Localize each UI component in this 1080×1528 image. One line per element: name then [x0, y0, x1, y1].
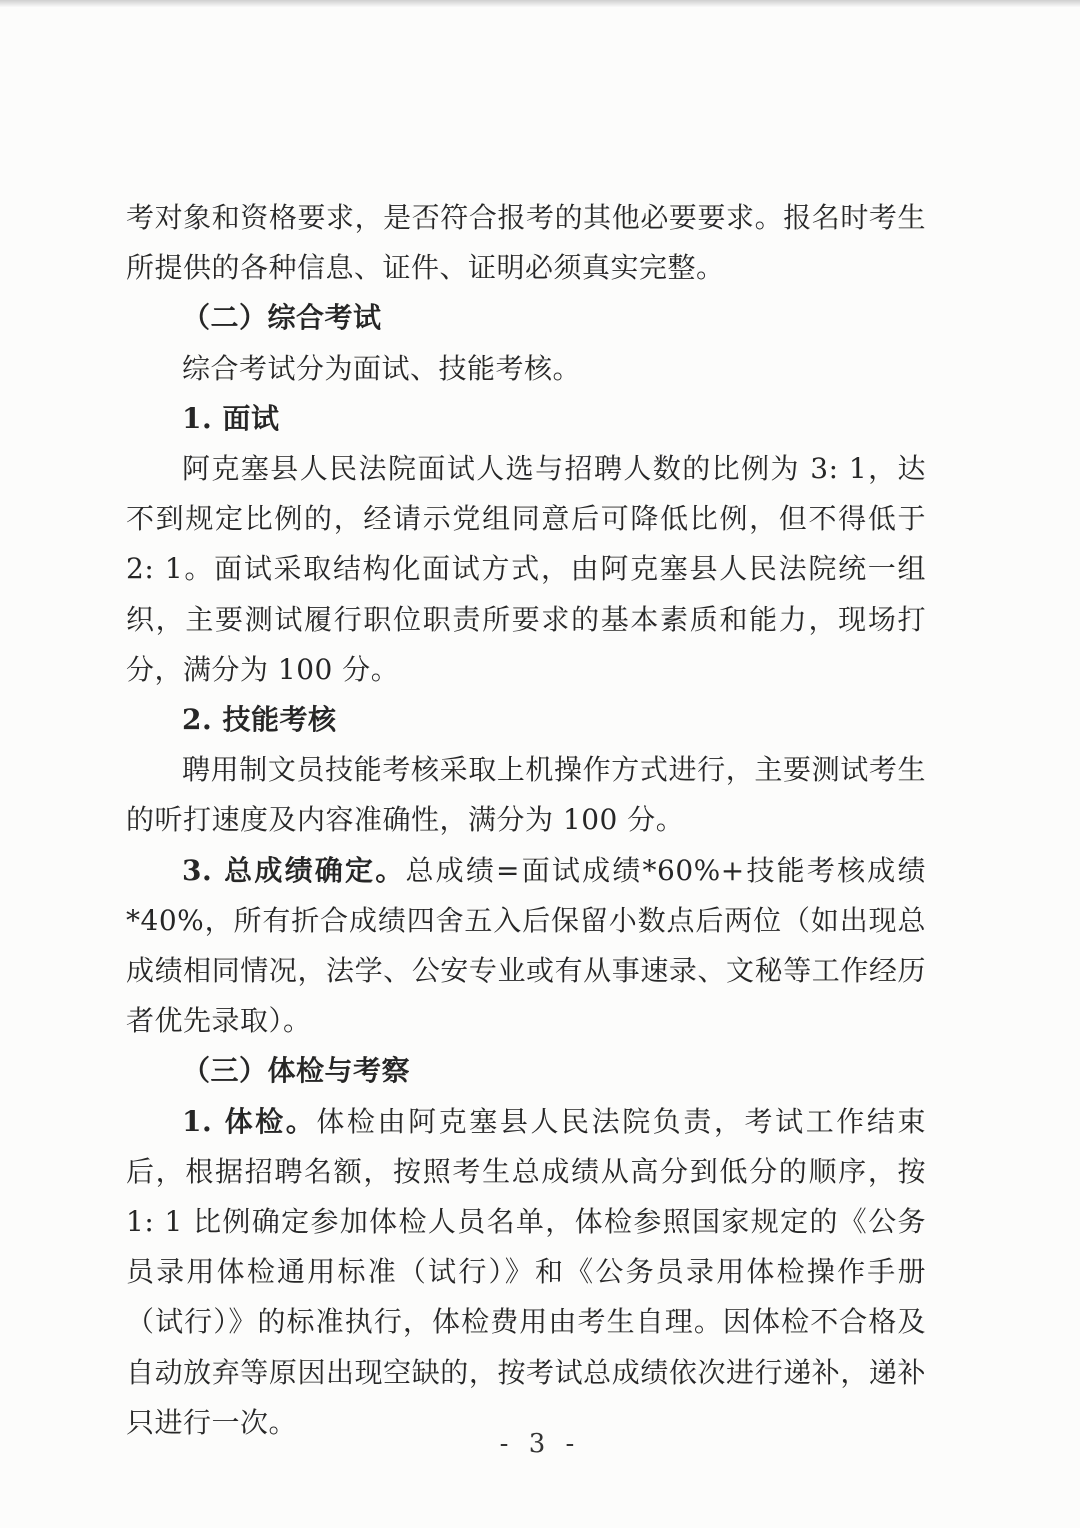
total-score-text: 总成绩=面试成绩*60%+技能考核成绩*40%，所有折合成绩四舍五入后保留小数点后两位（如出现总成绩相同情况，法学、公安专业或有从事速录、文秘等工作经历者优先录取）。 — [126, 853, 926, 1038]
body-text — [126, 193, 926, 1448]
paragraph-eligibility-continued: 考对象和资格要求，是否符合报考的其他必要要求。报名时考生所提供的各种信息、证件、证明必须真实完整。 — [126, 201, 926, 285]
total-score-lead: 3. 总成绩确定。 — [182, 853, 406, 887]
paragraph-interview: 阿克塞县人民法院面试人选与招聘人数的比例为 3: 1，达不到规定比例的，经请示党组同意后可降低比例，但不得低于 2: 1。面试采取结构化面试方式，由阿克塞县人民法院统一组织，主要测试履行职位职责所要求的基本素质和能力，现场打分，满分为 100 分。 — [126, 452, 926, 686]
paragraph-total-score — [126, 846, 926, 1047]
paragraph-exam-parts: 综合考试分为面试、技能考核。 — [182, 351, 582, 385]
physical-exam-text: 体检由阿克塞县人民法院负责，考试工作结束后，根据招聘名额，按照考生总成绩从高分到低分的顺序，按 1: 1 比例确定参加体检人员名单，体检参照国家规定的《公务员录用体检通用标准（试行）》和《公务员录用体检操作手册（试行）》的标准执行，体检费用由考生自理。因体检不合格及自动放弃等原因出现空缺的，按考试总成绩依次进行递补，递补只进行一次。 — [126, 1104, 926, 1439]
heading-physical-exam-and-inspection: （三）体检与考察 — [182, 1054, 411, 1088]
paragraph-skill-test: 聘用制文员技能考核采取上机操作方式进行，主要测试考生的听打速度及内容准确性，满分为 100 分。 — [126, 753, 926, 837]
physical-exam-lead: 1. 体检。 — [182, 1104, 317, 1138]
paragraph-physical-exam — [126, 1097, 926, 1448]
scan-top-edge — [0, 0, 1080, 8]
page-number: - 3 - — [499, 1429, 581, 1459]
heading-interview: 1. 面试 — [182, 401, 280, 435]
heading-skill-test: 2. 技能考核 — [182, 703, 337, 737]
heading-comprehensive-exam: （二）综合考试 — [182, 301, 382, 335]
